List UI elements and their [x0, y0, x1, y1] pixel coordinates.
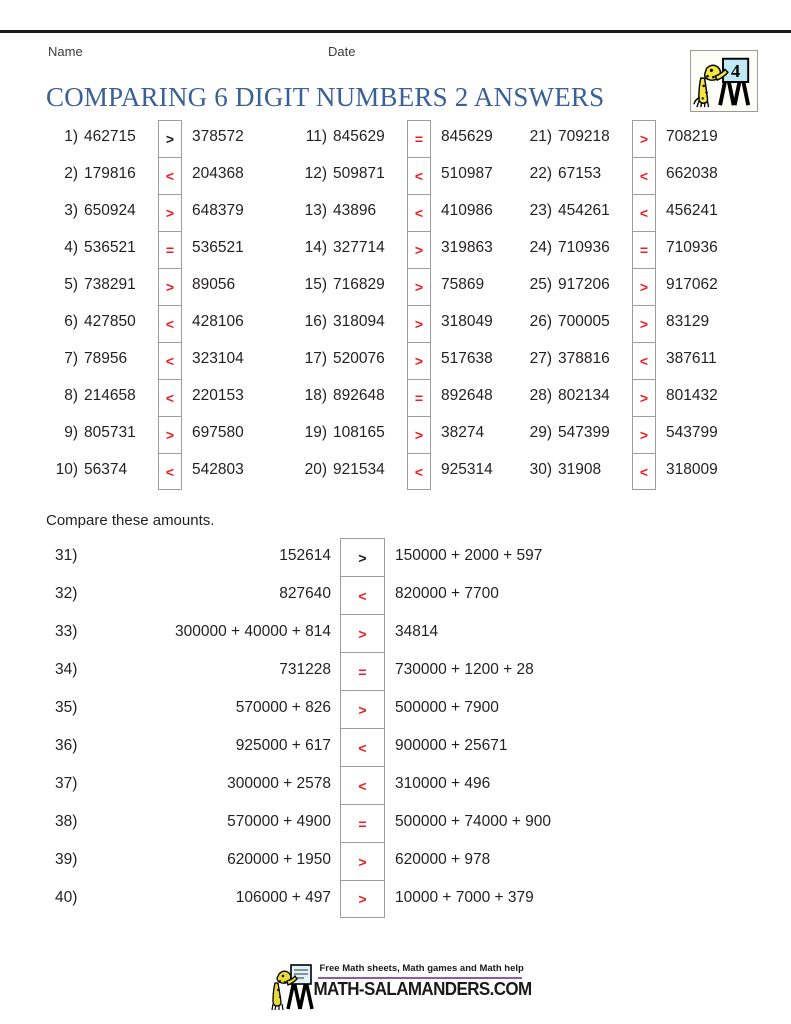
problem-left-value: 454261: [558, 202, 610, 219]
problem-right-value: 319863: [441, 239, 493, 256]
problem-right-value: 318009: [666, 461, 718, 478]
problem-row: [522, 453, 762, 490]
answer-box[interactable]: >: [158, 268, 182, 305]
problem-left-value: 67153: [558, 165, 602, 182]
problem-row: [297, 416, 537, 453]
problem-left-value: 738291: [84, 276, 136, 293]
compare-number: 32): [55, 585, 78, 602]
problem-number: 22): [529, 165, 552, 182]
answer-box[interactable]: >: [158, 120, 182, 157]
compare-right-expression: 34814: [395, 623, 439, 640]
problem-number: 9): [64, 424, 78, 441]
problem-left-value: 318094: [333, 313, 385, 330]
problem-row: [48, 453, 288, 490]
problem-number: 26): [529, 313, 552, 330]
compare-number: 34): [55, 661, 78, 678]
answer-box[interactable]: <: [158, 342, 182, 379]
compare-row: [0, 690, 791, 728]
problem-number: 6): [64, 313, 78, 330]
problem-left-value: 31908: [558, 461, 602, 478]
problem-row: [48, 268, 288, 305]
problem-right-value: 801432: [666, 387, 718, 404]
problem-right-value: 710936: [666, 239, 718, 256]
answer-box[interactable]: <: [340, 728, 385, 766]
answer-box[interactable]: <: [340, 576, 385, 614]
answer-box[interactable]: =: [407, 120, 431, 157]
compare-number: 38): [55, 813, 78, 830]
problem-row: [48, 416, 288, 453]
problem-left-value: 509871: [333, 165, 385, 182]
problem-number: 3): [64, 202, 78, 219]
compare-row: [0, 880, 791, 918]
answer-box[interactable]: >: [340, 690, 385, 728]
problem-left-value: 462715: [84, 128, 136, 145]
problem-number: 24): [529, 239, 552, 256]
problem-number: 27): [529, 350, 552, 367]
problem-row: [48, 379, 288, 416]
answer-box[interactable]: <: [407, 453, 431, 490]
answer-box[interactable]: =: [340, 804, 385, 842]
problem-left-value: 700005: [558, 313, 610, 330]
problem-row: [297, 305, 537, 342]
compare-right-expression: 900000 + 25671: [395, 737, 508, 754]
problem-left-value: 214658: [84, 387, 136, 404]
problem-row: [297, 342, 537, 379]
problem-row: [48, 305, 288, 342]
problem-number: 29): [529, 424, 552, 441]
answer-box[interactable]: >: [340, 538, 385, 576]
problem-row: [297, 157, 537, 194]
answer-box[interactable]: >: [158, 416, 182, 453]
compare-row: [0, 538, 791, 576]
problem-right-value: 892648: [441, 387, 493, 404]
compare-row: [0, 842, 791, 880]
problem-right-value: 378572: [192, 128, 244, 145]
answer-box[interactable]: <: [158, 379, 182, 416]
problem-right-value: 83129: [666, 313, 710, 330]
compare-section-heading: Compare these amounts.: [46, 512, 215, 529]
problem-number: 30): [529, 461, 552, 478]
problem-number: 13): [304, 202, 327, 219]
answer-box[interactable]: >: [158, 194, 182, 231]
name-label: Name: [48, 44, 83, 59]
problem-left-value: 650924: [84, 202, 136, 219]
page-top-rule: [0, 30, 791, 33]
problem-left-value: 56374: [84, 461, 128, 478]
problem-row: [297, 379, 537, 416]
problem-number: 12): [304, 165, 327, 182]
problem-right-value: 410986: [441, 202, 493, 219]
compare-row: [0, 576, 791, 614]
answer-box[interactable]: >: [340, 614, 385, 652]
problem-left-value: 802134: [558, 387, 610, 404]
problem-left-value: 716829: [333, 276, 385, 293]
problem-right-value: 220153: [192, 387, 244, 404]
compare-row: [0, 614, 791, 652]
problem-row: [522, 379, 762, 416]
problem-right-value: 204368: [192, 165, 244, 182]
problem-row: [48, 231, 288, 268]
problem-right-value: 38274: [441, 424, 485, 441]
compare-number: 40): [55, 889, 78, 906]
problem-left-value: 845629: [333, 128, 385, 145]
problem-number: 5): [64, 276, 78, 293]
problem-right-value: 845629: [441, 128, 493, 145]
problem-row: [48, 194, 288, 231]
problem-number: 8): [64, 387, 78, 404]
worksheet-meta-row: [48, 44, 708, 62]
compare-right-expression: 820000 + 7700: [395, 585, 499, 602]
compare-left-expression: 300000 + 40000 + 814: [174, 623, 331, 640]
compare-left-expression: 106000 + 497: [235, 889, 331, 906]
problem-row: [48, 120, 288, 157]
compare-left-expression: 620000 + 1950: [227, 851, 331, 868]
answer-box[interactable]: >: [632, 120, 656, 157]
problem-right-value: 925314: [441, 461, 493, 478]
problem-number: 18): [304, 387, 327, 404]
answer-box[interactable]: <: [632, 453, 656, 490]
problem-right-value: 75869: [441, 276, 485, 293]
answer-box[interactable]: <: [632, 157, 656, 194]
answer-box[interactable]: <: [632, 342, 656, 379]
problem-column-3: [522, 120, 762, 490]
problem-number: 15): [304, 276, 327, 293]
compare-right-expression: 150000 + 2000 + 597: [395, 547, 543, 564]
problem-number: 21): [529, 128, 552, 145]
problem-right-value: 697580: [192, 424, 244, 441]
compare-row: [0, 728, 791, 766]
compare-number: 33): [55, 623, 78, 640]
problem-row: [522, 268, 762, 305]
problem-right-value: 648379: [192, 202, 244, 219]
answer-box[interactable]: =: [340, 652, 385, 690]
problem-number: 19): [304, 424, 327, 441]
problem-number: 23): [529, 202, 552, 219]
problem-row: [297, 453, 537, 490]
problem-right-value: 89056: [192, 276, 236, 293]
compare-row: [0, 766, 791, 804]
problem-row: [297, 194, 537, 231]
problem-left-value: 805731: [84, 424, 136, 441]
problem-left-value: 378816: [558, 350, 610, 367]
problem-row: [48, 342, 288, 379]
footer-tagline: Free Math sheets, Math games and Math help: [319, 963, 524, 974]
answer-box[interactable]: >: [632, 305, 656, 342]
problem-left-value: 43896: [333, 202, 377, 219]
compare-right-expression: 500000 + 7900: [395, 699, 499, 716]
answer-box[interactable]: <: [632, 194, 656, 231]
compare-left-expression: 570000 + 826: [235, 699, 331, 716]
date-label: Date: [328, 44, 356, 59]
problem-left-value: 108165: [333, 424, 385, 441]
problem-right-value: 536521: [192, 239, 244, 256]
footer-brand: [0, 957, 791, 1015]
problem-number: 1): [64, 128, 78, 145]
problem-right-value: 543799: [666, 424, 718, 441]
compare-right-expression: 730000 + 1200 + 28: [395, 661, 534, 678]
problem-number: 20): [304, 461, 327, 478]
problem-row: [48, 157, 288, 194]
problem-number: 11): [305, 128, 327, 145]
page-title: COMPARING 6 DIGIT NUMBERS 2 ANSWERS: [46, 82, 605, 112]
answer-box[interactable]: >: [340, 880, 385, 918]
compare-right-expression: 310000 + 496: [395, 775, 491, 792]
problem-left-value: 709218: [558, 128, 610, 145]
compare-left-expression: 300000 + 2578: [227, 775, 331, 792]
problem-row: [297, 120, 537, 157]
compare-row: [0, 804, 791, 842]
answer-box[interactable]: <: [158, 453, 182, 490]
answer-box[interactable]: <: [407, 194, 431, 231]
problem-row: [522, 416, 762, 453]
answer-box[interactable]: >: [407, 305, 431, 342]
compare-grid: [0, 538, 791, 918]
compare-number: 35): [55, 699, 78, 716]
compare-number: 36): [55, 737, 78, 754]
problem-right-value: 542803: [192, 461, 244, 478]
answer-box[interactable]: =: [407, 379, 431, 416]
problem-right-value: 517638: [441, 350, 493, 367]
problem-number: 16): [304, 313, 327, 330]
problem-number: 28): [529, 387, 552, 404]
problem-left-value: 536521: [84, 239, 136, 256]
problem-left-value: 921534: [333, 461, 385, 478]
problem-left-value: 547399: [558, 424, 610, 441]
problem-row: [522, 231, 762, 268]
problem-number: 14): [304, 239, 327, 256]
problem-left-value: 892648: [333, 387, 385, 404]
answer-box[interactable]: <: [340, 766, 385, 804]
problem-row: [522, 120, 762, 157]
problem-left-value: 917206: [558, 276, 610, 293]
answer-box[interactable]: <: [407, 157, 431, 194]
problem-row: [522, 305, 762, 342]
problem-right-value: 917062: [666, 276, 718, 293]
compare-left-expression: 152614: [279, 547, 331, 564]
problem-number: 4): [64, 239, 78, 256]
footer-wordmark: MATH-SALAMANDERS.COM: [313, 979, 532, 1000]
problem-left-value: 520076: [333, 350, 385, 367]
problem-column-1: [48, 120, 288, 490]
compare-number: 39): [55, 851, 78, 868]
compare-row: [0, 652, 791, 690]
answer-box[interactable]: =: [158, 231, 182, 268]
problem-right-value: 510987: [441, 165, 493, 182]
problem-left-value: 179816: [84, 165, 136, 182]
problem-left-value: 710936: [558, 239, 610, 256]
compare-left-expression: 925000 + 617: [235, 737, 331, 754]
problem-number: 25): [529, 276, 552, 293]
answer-box[interactable]: <: [158, 157, 182, 194]
problem-row: [522, 342, 762, 379]
salamander-easel-icon: [691, 51, 757, 111]
problem-number: 17): [304, 350, 327, 367]
compare-left-expression: 570000 + 4900: [227, 813, 331, 830]
compare-number: 31): [55, 547, 78, 564]
compare-right-expression: 10000 + 7000 + 379: [395, 889, 534, 906]
compare-number: 37): [55, 775, 78, 792]
answer-box[interactable]: >: [407, 342, 431, 379]
compare-left-expression: 827640: [279, 585, 331, 602]
problem-right-value: 428106: [192, 313, 244, 330]
problem-row: [522, 194, 762, 231]
problem-number: 2): [64, 165, 78, 182]
problem-right-value: 456241: [666, 202, 718, 219]
answer-box[interactable]: <: [158, 305, 182, 342]
problem-right-value: 387611: [666, 350, 717, 367]
answer-box[interactable]: >: [407, 268, 431, 305]
answer-box[interactable]: =: [632, 231, 656, 268]
compare-right-expression: 500000 + 74000 + 900: [395, 813, 552, 830]
answer-box[interactable]: >: [632, 416, 656, 453]
problem-number: 7): [64, 350, 78, 367]
problem-right-value: 323104: [192, 350, 244, 367]
answer-box[interactable]: >: [407, 231, 431, 268]
problem-row: [297, 268, 537, 305]
grade-number: 4: [731, 61, 741, 82]
compare-left-expression: 731228: [279, 661, 331, 678]
problem-right-value: 708219: [666, 128, 718, 145]
problem-column-2: [297, 120, 537, 490]
problem-left-value: 78956: [84, 350, 128, 367]
answer-box[interactable]: >: [632, 379, 656, 416]
problem-left-value: 427850: [84, 313, 136, 330]
problem-row: [522, 157, 762, 194]
grade-badge: [690, 50, 758, 112]
answer-box[interactable]: >: [340, 842, 385, 880]
problem-right-value: 662038: [666, 165, 718, 182]
compare-right-expression: 620000 + 978: [395, 851, 491, 868]
answer-box[interactable]: >: [407, 416, 431, 453]
problem-right-value: 318049: [441, 313, 493, 330]
problem-left-value: 327714: [333, 239, 385, 256]
answer-box[interactable]: >: [632, 268, 656, 305]
problem-number: 10): [55, 461, 78, 478]
problem-row: [297, 231, 537, 268]
